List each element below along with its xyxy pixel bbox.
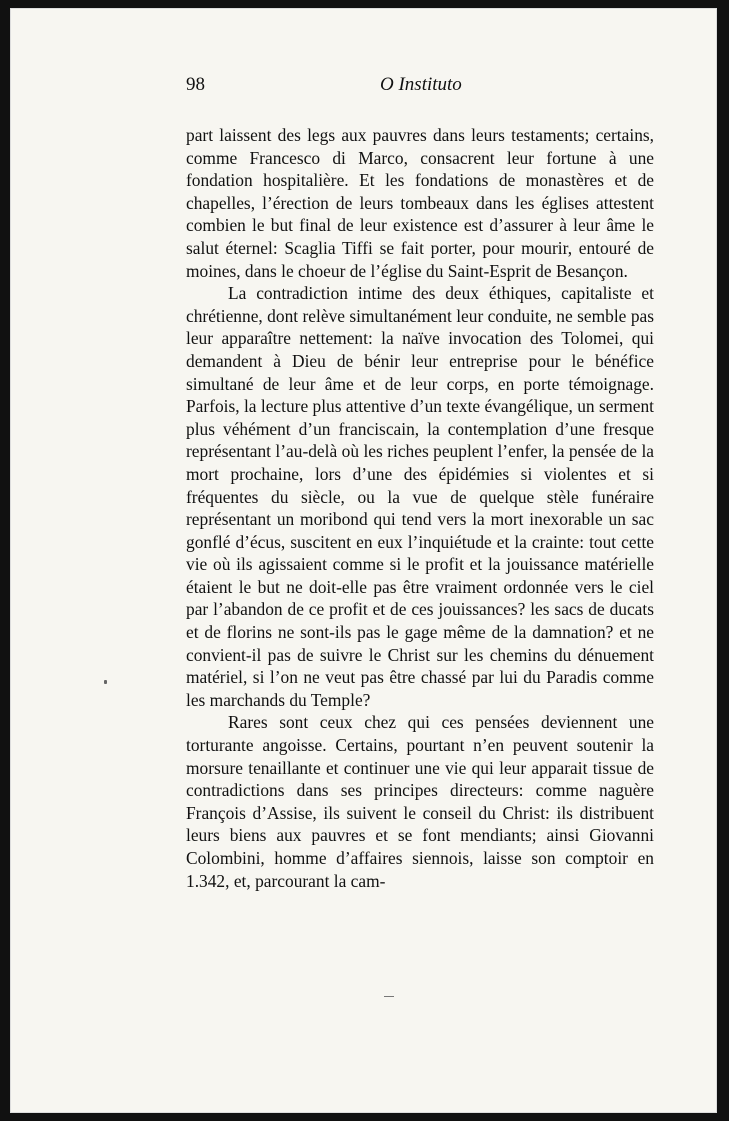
paragraph-1: part laissent des legs aux pauvres dans leurs testaments; certains, comme Francesco di Marco, consacrent leur fortune à une fondation hospitalière. Et les fondations de monastères et de chapelles, l’érection de leurs tombeaux dans les églises attestent combien le but final de leur existence est d’assurer à leur âme le salut éternel: Scaglia Tiffi se fait porter, pour mourir, entouré de moines, dans le choeur de l’église du Saint-Esprit de Besançon.: [186, 125, 654, 281]
paragraph-3: Rares sont ceux chez qui ces pensées deviennent une torturante angoisse. Certains, pourtant n’en peuvent soutenir la morsure tenaillante et continuer une vie qui leur apparait tissue de contradictions dans ses principes directeurs: comme naguère François d’Assise, ils suivent le conseil du Christ: ils distribuent leurs biens aux pauvres et se font mendiants; ainsi Giovanni Colombini, homme d’affaires siennois, laisse son comptoir en 1.342, et, parcourant la cam-: [186, 712, 654, 891]
page-header: [186, 74, 627, 98]
page-number: 98: [186, 74, 205, 95]
scan-speck: [104, 680, 107, 684]
print-mark: [384, 996, 394, 997]
running-title: O Instituto: [380, 74, 462, 95]
body-text: [186, 124, 654, 892]
paragraph-2: La contradiction intime des deux éthiques, capitaliste et chrétienne, dont relève simultanément leur conduite, ne semble pas leur apparaître nettement: la naïve invocation des Tolomei, qui demandent à Dieu de bénir leur entreprise pour le bénéfice simultané de leur âme et de leur corps, en porte témoignage. Parfois, la lecture plus attentive d’un texte évangélique, un serment plus véhément d’un franciscain, la contemplation d’une fresque représentant l’au-delà où les riches peuplent l’enfer, la pensée de la mort prochaine, lors d’une des épidémies si violentes et si fréquentes du siècle, ou la vue de quelque stèle funéraire représentant un moribond qui tend vers la mort inexorable un sac gonflé d’écus, suscitent en eux l’inquiétude et la crainte: tout cette vie où ils agissaient comme si le profit et la jouissance matérielle étaient le but ne doit-elle pas être vraiment ordonnée vers le ciel par l’abandon de ce profit et de ces jouissances? les sacs de ducats et de florins ne sont-ils pas le gage même de la damnation? et ne convient-il pas de suivre le Christ sur les chemins du dénuement matériel, si l’on ne veut pas être chassé par lui du Paradis comme les marchands du Temple?: [186, 283, 654, 710]
document-page: [10, 8, 717, 1113]
